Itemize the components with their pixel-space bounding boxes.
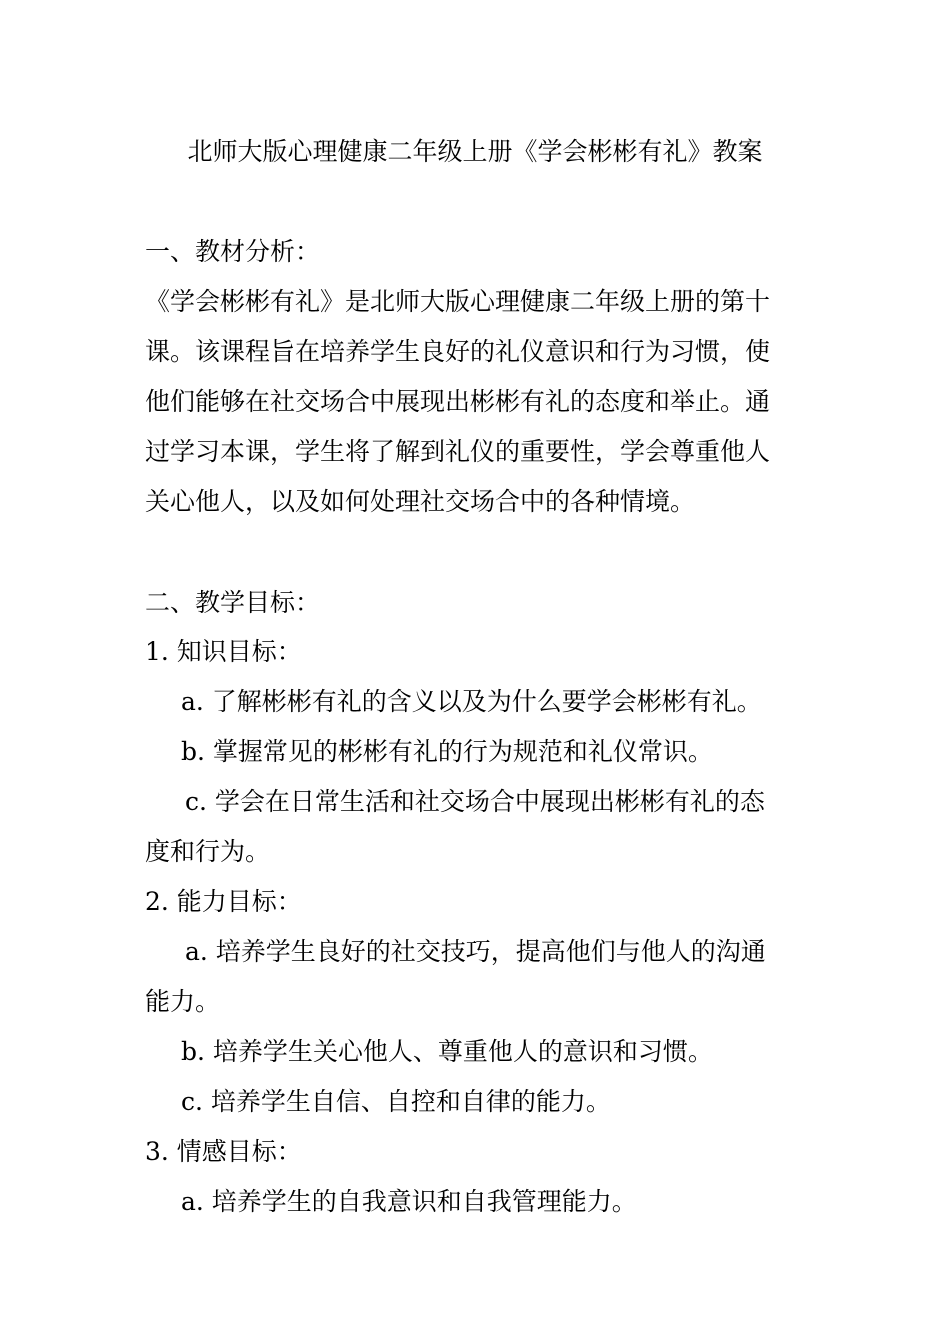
goal-label-ability: 2. 能力目标： [145, 887, 302, 916]
list-item: c. 培养学生自信、自控和自律的能力。 [181, 1087, 611, 1116]
paragraph-line: 关心他人，以及如何处理社交场合中的各种情境。 [145, 487, 696, 516]
list-item: a. 培养学生的自我意识和自我管理能力。 [181, 1187, 637, 1216]
section-heading-objectives: 二、教学目标： [145, 588, 321, 617]
goal-label-emotion: 3. 情感目标： [145, 1137, 302, 1166]
list-item: a. 培养学生良好的社交技巧，提高他们与他人的沟通 [185, 937, 766, 966]
list-item: a. 了解彬彬有礼的含义以及为什么要学会彬彬有礼。 [181, 687, 762, 716]
document-title: 北师大版心理健康二年级上册《学会彬彬有礼》教案 [187, 137, 763, 166]
list-item: b. 培养学生关心他人、尊重他人的意识和习惯。 [181, 1037, 713, 1066]
paragraph-line: 课。该课程旨在培养学生良好的礼仪意识和行为习惯，使 [145, 337, 771, 366]
section-heading-materials: 一、教材分析： [145, 237, 321, 266]
paragraph-line: 他们能够在社交场合中展现出彬彬有礼的态度和举止。通 [145, 387, 771, 416]
list-item-continuation: 度和行为。 [145, 837, 271, 866]
list-item-continuation: 能力。 [145, 987, 221, 1016]
paragraph-line: 过学习本课，学生将了解到礼仪的重要性，学会尊重他人 [145, 437, 771, 466]
list-item: c. 学会在日常生活和社交场合中展现出彬彬有礼的态 [185, 787, 765, 816]
paragraph-line: 《学会彬彬有礼》是北师大版心理健康二年级上册的第十 [145, 287, 771, 316]
goal-label-knowledge: 1. 知识目标： [145, 637, 302, 666]
list-item: b. 掌握常见的彬彬有礼的行为规范和礼仪常识。 [181, 737, 713, 766]
